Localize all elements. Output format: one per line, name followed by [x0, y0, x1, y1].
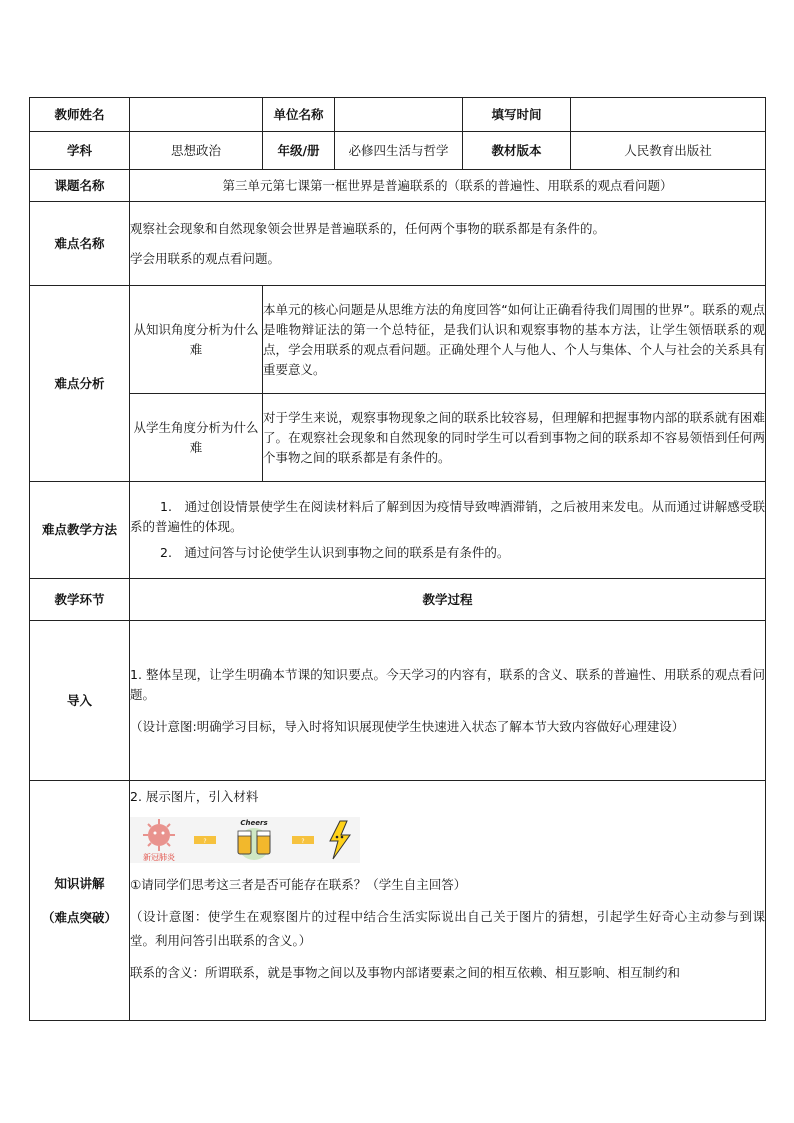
knowledge-content	[130, 781, 766, 1021]
unit-label: 单位名称	[263, 98, 335, 132]
date-label: 填写时间	[463, 98, 571, 132]
difficulty-line-1: 观察社会现象和自然现象领会世界是普遍联系的，任何两个事物的联系都是有条件的。	[130, 220, 606, 236]
edition-value: 人民教育出版社	[571, 132, 766, 170]
header-row-2	[30, 132, 766, 170]
knowledge-para-4: 联系的含义：所谓联系，就是事物之间以及事物内部诸要素之间的相互依赖、相互影响、相互制约和	[130, 965, 681, 980]
lightning-bolt-icon	[320, 817, 360, 863]
knowledge-sublabel: （难点突破）	[41, 909, 117, 925]
material-image-strip	[130, 817, 360, 863]
difficulty-content	[130, 202, 766, 286]
date-value	[571, 98, 766, 132]
intro-content	[130, 621, 766, 781]
intro-label: 导入	[30, 621, 130, 781]
virus-icon	[130, 817, 188, 863]
virus-caption: 新冠肺炎	[143, 853, 175, 862]
svg-text:?: ?	[203, 838, 207, 845]
topic-label: 课题名称	[30, 170, 130, 202]
difficulty-line-2: 学会用联系的观点看问题。	[130, 250, 281, 266]
intro-row	[30, 621, 766, 781]
header-row-1	[30, 98, 766, 132]
knowledge-angle-text: 本单元的核心问题是从思维方法的角度回答“如何让正确看待我们周围的世界”。联系的观点是唯物辩证法的第一个总特征，是我们认识和观察事物的基本方法，让学生领悟联系的观点，学会用联系的观点看问题。正确处理个人与他人、个人与集体、个人与社会的关系具有重要意义。	[263, 286, 766, 394]
method-item-2: 2. 通过问答与讨论使学生认识到事物之间的联系是有条件的。	[160, 545, 510, 560]
teacher-label: 教师姓名	[30, 98, 130, 132]
unit-value	[335, 98, 463, 132]
method-label: 难点教学方法	[30, 482, 130, 579]
intro-para-1: 1. 整体呈现，让学生明确本节课的知识要点。今天学习的内容有，联系的含义、联系的普遍性、用联系的观点看问题。	[130, 666, 765, 702]
step-label: 教学环节	[30, 579, 130, 621]
knowledge-label: 知识讲解	[54, 875, 105, 891]
grade-value: 必修四生活与哲学	[335, 132, 463, 170]
method-item-1: 1. 通过创设情景使学生在阅读材料后了解到因为疫情导致啤酒滞销，之后被用来发电。从而通过讲解感受联系的普遍性的体现。	[130, 499, 765, 534]
analysis-row-knowledge	[30, 286, 766, 394]
arrow-right-icon	[188, 817, 222, 863]
student-angle-text: 对于学生来说，观察事物现象之间的联系比较容易，但理解和把握事物内部的联系就有困难了。在观察社会现象和自然现象的同时学生可以看到事物之间的联系却不容易领悟到任何两个事物之间的联系都是有条件的。	[263, 394, 766, 482]
knowledge-label-cell	[30, 781, 130, 1021]
teacher-value	[130, 98, 263, 132]
knowledge-para-1: 2. 展示图片，引入材料	[130, 789, 259, 804]
grade-label: 年级/册	[263, 132, 335, 170]
arrow-right-icon-2	[286, 817, 320, 863]
knowledge-para-3: （设计意图：使学生在观察图片的过程中结合生活实际说出自己关于图片的猜想，引起学生好奇心主动参与到课堂。利用问答引出联系的含义。）	[130, 909, 765, 948]
topic-value: 第三单元第七课第一框世界是普遍联系的（联系的普遍性、用联系的观点看问题）	[130, 170, 766, 202]
subject-value: 思想政治	[130, 132, 263, 170]
method-row	[30, 482, 766, 579]
difficulty-label: 难点名称	[30, 202, 130, 286]
svg-text:?: ?	[301, 838, 305, 845]
knowledge-para-2: ①请同学们思考这三者是否可能存在联系？（学生自主回答）	[130, 877, 467, 892]
method-content	[130, 482, 766, 579]
cheers-text: Cheers	[240, 819, 268, 827]
lesson-plan-table	[29, 97, 766, 1021]
process-label: 教学过程	[130, 579, 766, 621]
knowledge-row	[30, 781, 766, 1021]
beer-cheers-icon	[222, 817, 286, 863]
student-angle-label: 从学生角度分析为什么难	[130, 394, 263, 482]
topic-row	[30, 170, 766, 202]
analysis-row-student	[30, 394, 766, 482]
edition-label: 教材版本	[463, 132, 571, 170]
intro-para-2: （设计意图:明确学习目标，导入时将知识展现使学生快速进入状态了解本节大致内容做好心理建设）	[130, 718, 685, 734]
difficulty-row	[30, 202, 766, 286]
knowledge-angle-label: 从知识角度分析为什么难	[130, 286, 263, 394]
analysis-label: 难点分析	[30, 286, 130, 482]
subject-label: 学科	[30, 132, 130, 170]
process-header-row	[30, 579, 766, 621]
